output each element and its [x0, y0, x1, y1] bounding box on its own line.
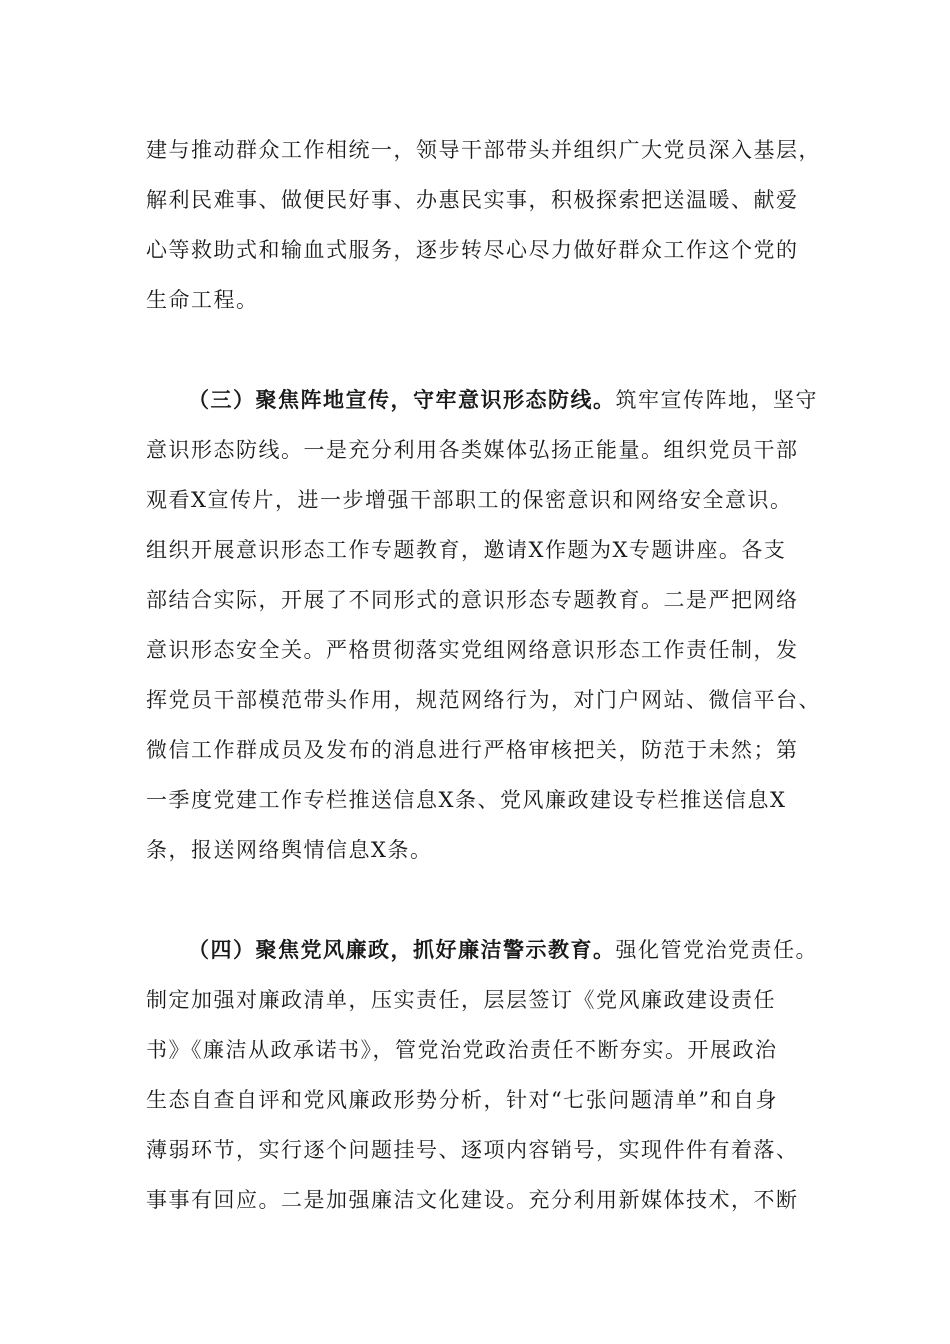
paragraph-line: 条，报送网络舆情信息X条。: [146, 838, 433, 862]
paragraph-line: 建与推动群众工作相统一，领导干部带头并组织广大党员深入基层，: [146, 138, 821, 162]
paragraph-line: 解利民难事、做便民好事、办惠民实事，积极探索把送温暖、献爱: [146, 188, 799, 212]
paragraph-line: 一季度党建工作专栏推送信息X条、党风廉政建设专栏推送信息X: [146, 788, 787, 812]
paragraph-line: 制定加强对廉政清单，压实责任，层层签订《党风廉政建设责任: [146, 988, 776, 1012]
paragraph-line: 书》《廉洁从政承诺书》，管党治党政治责任不断夯实。开展政治: [146, 1038, 778, 1062]
heading-line-rest: 强化管党治党责任。: [615, 938, 818, 962]
paragraph-line: 生态自查自评和党风廉政形势分析，针对“七张问题清单”和自身: [146, 1088, 778, 1112]
paragraph-line: 事事有回应。二是加强廉洁文化建设。充分利用新媒体技术，不断: [146, 1188, 799, 1212]
paragraph-line: 微信工作群成员及发布的消息进行严格审核把关，防范于未然；第: [146, 738, 799, 762]
paragraph-line: 薄弱环节，实行逐个问题挂号、逐项内容销号，实现件件有着落、: [146, 1138, 799, 1162]
paragraph-line: 心等救助式和输血式服务，逐步转尽心尽力做好群众工作这个党的: [146, 238, 799, 262]
paragraph-line: 组织开展意识形态工作专题教育，邀请X作题为X专题讲座。各支: [146, 538, 787, 562]
paragraph-line: 观看X宣传片，进一步增强干部职工的保密意识和网络安全意识。: [146, 488, 793, 512]
heading-line-rest: 筑牢宣传阵地，坚守: [615, 388, 818, 412]
paragraph-line: 部结合实际，开展了不同形式的意识形态专题教育。二是严把网络: [146, 588, 799, 612]
section-heading: （四）聚焦党风廉政，抓好廉洁警示教育。: [188, 937, 616, 962]
paragraph-line: 生命工程。: [146, 288, 259, 312]
section-heading-line: [188, 936, 818, 964]
paragraph-line: 意识形态安全关。严格贯彻落实党组网络意识形态工作责任制，发: [146, 638, 799, 662]
paragraph-line: 挥党员干部模范带头作用，规范网络行为，对门户网站、微信平台、: [146, 688, 821, 712]
section-heading: （三）聚焦阵地宣传，守牢意识形态防线。: [188, 387, 616, 412]
section-heading-line: [188, 386, 818, 414]
paragraph-line: 意识形态防线。一是充分利用各类媒体弘扬正能量。组织党员干部: [146, 438, 799, 462]
